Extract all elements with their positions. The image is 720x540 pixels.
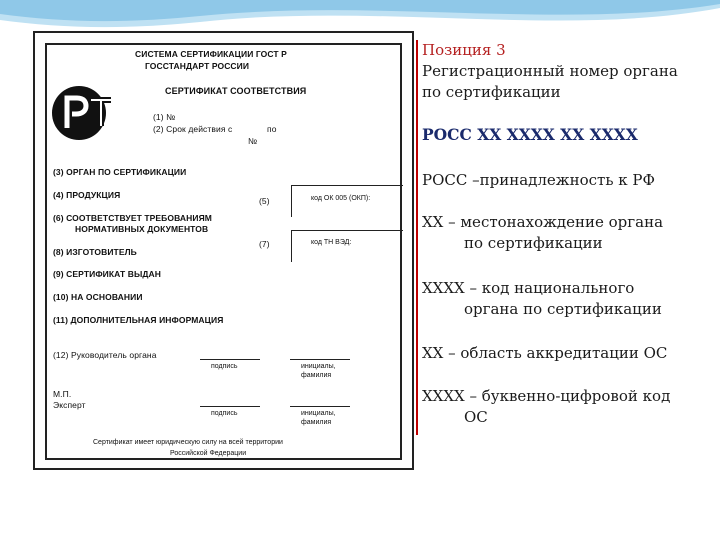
cert-field-10: (10) НА ОСНОВАНИИ bbox=[53, 292, 143, 302]
cert-initials-label-1b: фамилия bbox=[301, 372, 332, 379]
cert-field-4: (4) ПРОДУКЦИЯ bbox=[53, 190, 121, 200]
cert-field-9: (9) СЕРТИФИКАТ ВЫДАН bbox=[53, 269, 162, 279]
registration-code: РОСС XX XXXX XX XXXX bbox=[422, 125, 638, 144]
cert-initials-label-2a: инициалы, bbox=[301, 410, 336, 417]
cert-box-top-2 bbox=[291, 230, 403, 231]
position-title: Позиция 3 bbox=[422, 41, 506, 59]
cert-field-6a: (6) СООТВЕТСТВУЕТ ТРЕБОВАНИЯМ bbox=[53, 213, 212, 223]
cert-footer-line2: Российской Федерации bbox=[170, 450, 247, 457]
cert-header-line1: СИСТЕМА СЕРТИФИКАЦИИ ГОСТ Р bbox=[135, 49, 287, 59]
cert-sign-label-2: подпись bbox=[211, 410, 238, 417]
cert-footer-line1: Сертификат имеет юридическую силу на всей территории bbox=[93, 439, 283, 446]
cert-field-5: (5) bbox=[259, 196, 270, 206]
cert-field-12: (12) Руководитель органа bbox=[53, 350, 157, 360]
xxxx-national-line1: XXXX – код национального bbox=[422, 279, 635, 297]
cert-header-line2: ГОССТАНДАРТ РОССИИ bbox=[145, 61, 250, 71]
cert-field-6b: НОРМАТИВНЫХ ДОКУМЕНТОВ bbox=[75, 224, 209, 234]
cert-field-1: (1) № bbox=[153, 112, 176, 122]
reg-number-line1: Регистрационный номер органа bbox=[422, 62, 678, 80]
xxxx-alnum-line2: ОС bbox=[464, 408, 488, 426]
cert-field-8: (8) ИЗГОТОВИТЕЛЬ bbox=[53, 247, 137, 257]
cert-initials-label-1a: инициалы, bbox=[301, 363, 336, 370]
panel-accent-line bbox=[416, 40, 418, 435]
cert-field-7-code: код ТН ВЭД: bbox=[311, 239, 352, 246]
cert-expert: Эксперт bbox=[53, 400, 86, 410]
cert-sign-line-1 bbox=[200, 359, 260, 360]
cert-box-top bbox=[291, 185, 403, 186]
cert-field-3: (3) ОРГАН ПО СЕРТИФИКАЦИИ bbox=[53, 167, 187, 177]
xxxx-national-line2: органа по сертификации bbox=[464, 300, 662, 318]
reg-number-line2: по сертификации bbox=[422, 83, 561, 101]
cert-sign-label-1: подпись bbox=[211, 363, 238, 370]
cert-field-7: (7) bbox=[259, 239, 270, 249]
cert-initials-label-2b: фамилия bbox=[301, 419, 332, 426]
certificate-form-image bbox=[33, 31, 414, 470]
cert-initials-line-2 bbox=[290, 406, 350, 407]
cert-title: СЕРТИФИКАТ СООТВЕТСТВИЯ bbox=[165, 86, 307, 96]
cert-initials-line-1 bbox=[290, 359, 350, 360]
xx-accreditation-line1: XX – область аккредитации ОС bbox=[422, 344, 668, 362]
cert-field-5-code: код ОК 005 (ОКП): bbox=[311, 195, 371, 202]
cert-sign-line-2 bbox=[200, 406, 260, 407]
xx-location-line2: по сертификации bbox=[464, 234, 603, 252]
rst-logo-icon bbox=[51, 82, 113, 144]
xx-location-line1: XX – местонахождение органа bbox=[422, 213, 664, 231]
rocc-description: РОСС –принадлежность к РФ bbox=[422, 171, 655, 189]
cert-box-divider bbox=[291, 185, 292, 217]
cert-field-2-no: № bbox=[248, 136, 258, 146]
cert-field-2: (2) Срок действия с bbox=[153, 124, 233, 134]
cert-mp: М.П. bbox=[53, 389, 72, 399]
xxxx-alnum-line1: XXXX – буквенно-цифровой код bbox=[422, 387, 671, 405]
cert-box-divider-2 bbox=[291, 230, 292, 262]
cert-field-11: (11) ДОПОЛНИТЕЛЬНАЯ ИНФОРМАЦИЯ bbox=[53, 315, 224, 325]
cert-field-2-to: по bbox=[267, 124, 277, 134]
